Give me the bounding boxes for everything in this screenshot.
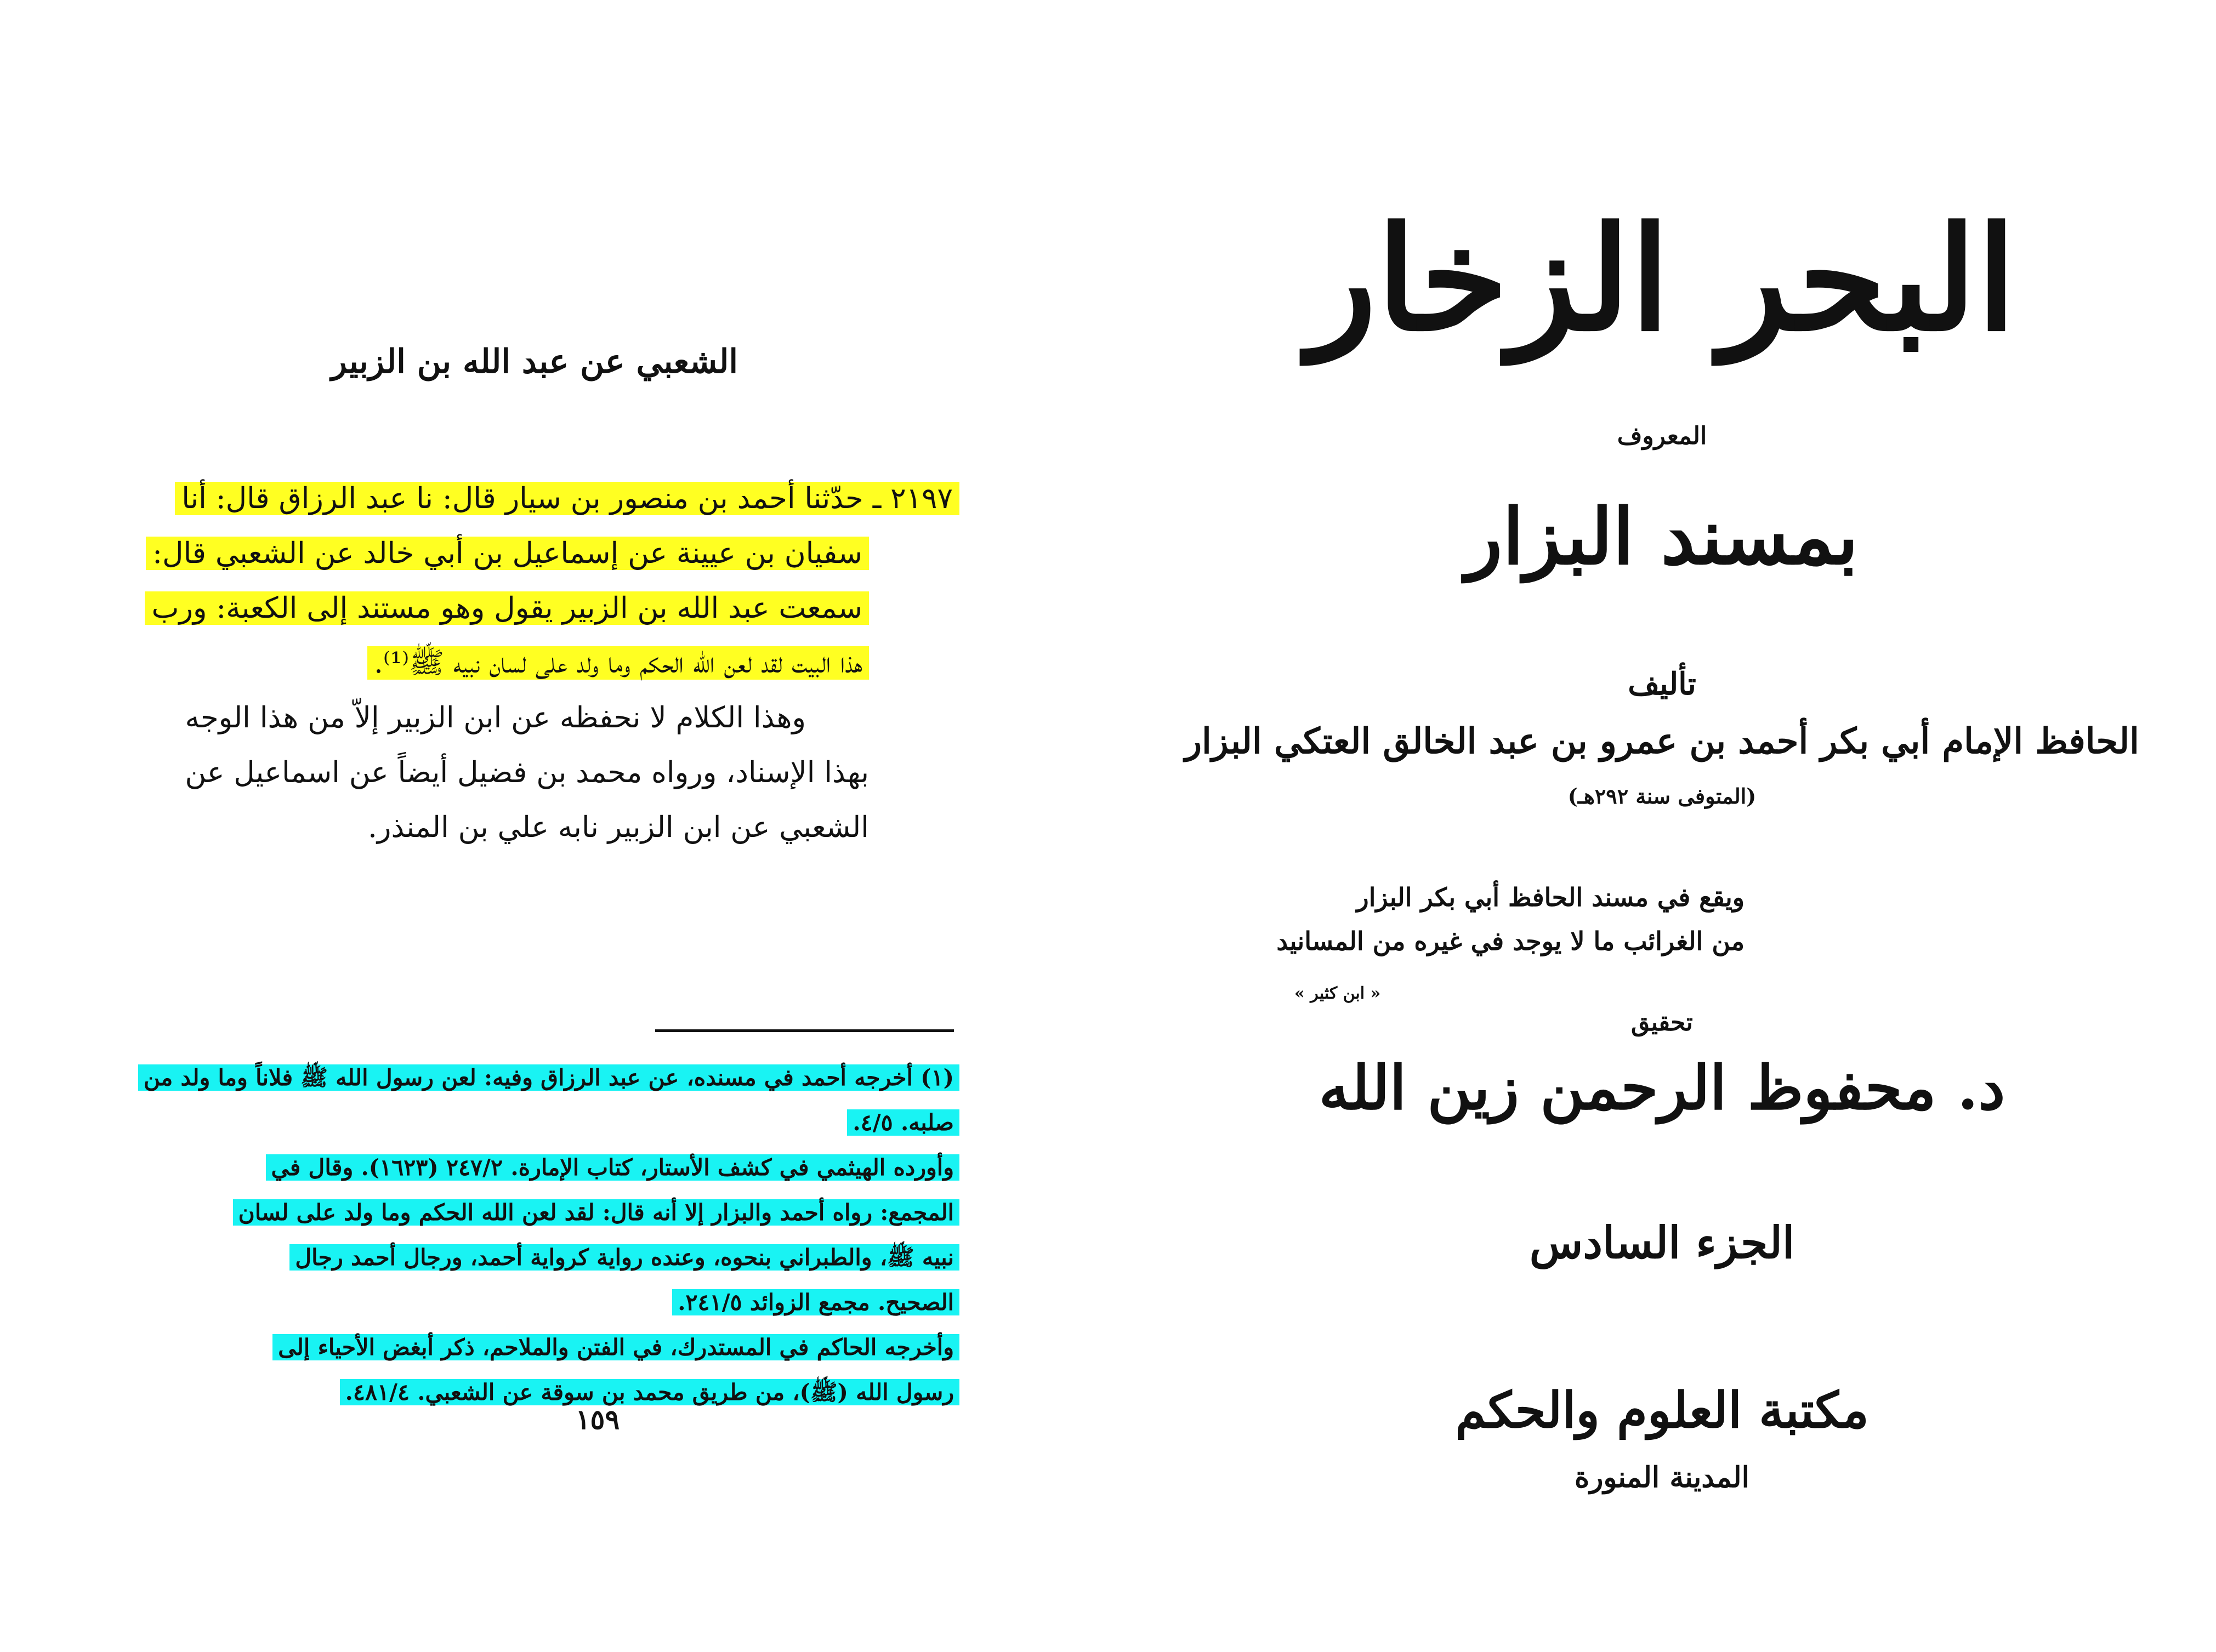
footnote-line xyxy=(186,1145,959,1190)
authored-by-label: تأليف xyxy=(1628,666,1696,702)
footnote-line xyxy=(186,1190,959,1235)
footnote-line xyxy=(186,1325,959,1370)
footnote-line-text: وأخرجه الحاكم في المستدرك، في الفتن والملاحم، ذكر أبغض الأحياء إلى xyxy=(272,1334,959,1360)
quote-attribution: « ابن كثير » xyxy=(1294,984,1381,1003)
volume-label: الجزء السادس xyxy=(1529,1217,1795,1268)
author-name: الحافظ الإمام أبي بكر أحمد بن عمرو بن عبد الخالق العتكي البزار xyxy=(1185,721,2139,762)
footnote-line-text: الصحيح. مجمع الزوائد ٢٤١/٥. xyxy=(672,1289,959,1315)
right-page xyxy=(1108,0,2216,1652)
hadith-line xyxy=(152,526,869,581)
hadith-line xyxy=(151,581,869,636)
quote-line: من الغرائب ما لا يوجد في غيره من المسانيد xyxy=(1276,926,1745,956)
footnote-line xyxy=(186,1280,959,1325)
footnote-line xyxy=(144,1055,959,1100)
footnote-line-text: نبيه ﷺ، والطبراني بنحوه، وعنده رواية كرواية أحمد، ورجال أحمد رجال xyxy=(289,1244,959,1271)
footnote-line-text: (١) أخرجه أحمد في مسنده، عن عبد الرزاق وفيه: لعن رسول الله ﷺ فلاناً وما ولد من xyxy=(138,1064,959,1091)
page-number: ١٥٩ xyxy=(575,1403,620,1435)
known-as-label: المعروف xyxy=(1617,422,1707,450)
footnote-line xyxy=(186,1235,959,1280)
hadith-line-text: ٢١٩٧ ـ حدّثنا أحمد بن منصور بن سيار قال: نا عبد الرزاق قال: أنا xyxy=(175,482,959,515)
book-subtitle: بمسند البزار xyxy=(1465,492,1859,582)
edited-by-label: تحقيق xyxy=(1631,1009,1693,1036)
footnote-line-text: المجمع: رواه أحمد والبزار إلا أنه قال: لقد لعن الله الحكم وما ولد على لسان xyxy=(233,1199,959,1226)
footnote-line-text: رسول الله (ﷺ)، من طريق محمد بن سوقة عن الشعبي. ٤٨١/٤. xyxy=(340,1379,959,1405)
commentary-line: الشعبي عن ابن الزبير نابه علي بن المنذر. xyxy=(368,811,869,844)
author-death-date: (المتوفى سنة ٢٩٢هـ) xyxy=(1567,784,1757,808)
hadith-line-text: سفيان بن عيينة عن إسماعيل بن أبي خالد عن الشعبي قال: xyxy=(146,537,869,570)
commentary-line: وهذا الكلام لا نحفظه عن ابن الزبير إلاّ من هذا الوجه xyxy=(185,701,806,734)
hadith-line xyxy=(181,471,959,526)
publisher-name: مكتبة العلوم والحكم xyxy=(1455,1381,1869,1439)
editor-name: د. محفوظ الرحمن زين الله xyxy=(1319,1052,2005,1123)
chapter-heading: الشعبي عن عبد الله بن الزبير xyxy=(331,343,738,381)
commentary-line: بهذا الإسناد، ورواه محمد بن فضيل أيضاً عن اسماعيل عن xyxy=(185,756,869,789)
book-title: البحر الزخار xyxy=(1308,196,2016,363)
hadith-line-text: هذا البيت لقد لعن الله الحكم وما ولد على لسان نبيه ﷺ⁽¹⁾. xyxy=(367,646,869,680)
hadith-line-text: سمعت عبد الله بن الزبير يقول وهو مستند إلى الكعبة: ورب xyxy=(145,591,869,625)
footnote-separator xyxy=(655,1029,954,1032)
footnote-line-text: صلبه. ٤/٥. xyxy=(847,1109,959,1136)
footnote-line xyxy=(186,1100,959,1145)
footnote-line-text: وأورده الهيثمي في كشف الأستار، كتاب الإمارة. ٢٤٧/٢ (١٦٢٣). وقال في xyxy=(266,1154,959,1181)
quote-line: ويقع في مسند الحافظ أبي بكر البزار xyxy=(1356,882,1745,912)
publisher-city: المدينة المنورة xyxy=(1574,1461,1750,1494)
hadith-line xyxy=(186,636,869,691)
